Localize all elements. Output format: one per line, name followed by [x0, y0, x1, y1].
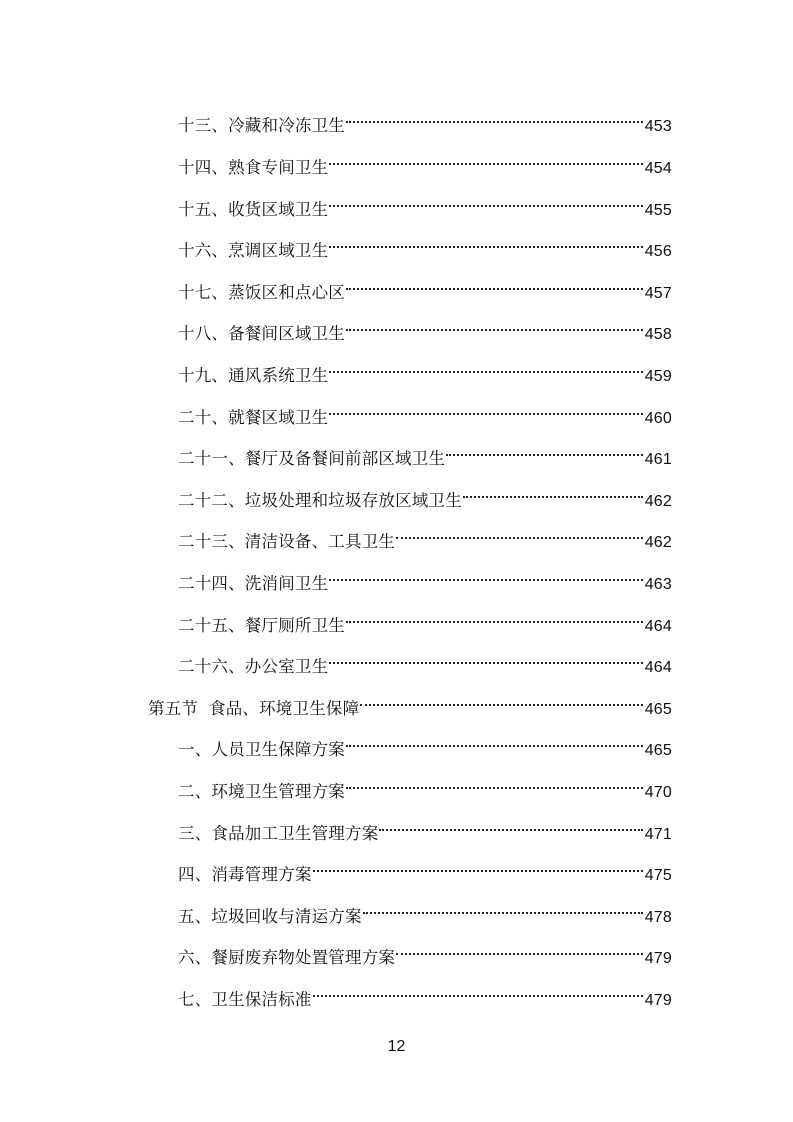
toc-entry-title: 三、食品加工卫生管理方案: [178, 824, 379, 843]
toc-entry[interactable]: [178, 226, 672, 260]
toc-entry-title: 二十三、清洁设备、工具卫生: [178, 532, 396, 551]
toc-leader-dots: [346, 767, 643, 797]
toc-entry[interactable]: [178, 143, 672, 177]
toc-leader-dots: [329, 351, 642, 381]
toc-entry-title: 二十、就餐区域卫生: [178, 408, 329, 427]
toc-entry-page: 475: [644, 867, 672, 884]
toc-entry[interactable]: [178, 309, 672, 343]
toc-entry[interactable]: [178, 101, 672, 135]
toc-leader-dots: [360, 684, 642, 714]
toc-entry-page: 465: [644, 701, 672, 718]
toc-entry-page: 453: [644, 118, 672, 135]
toc-entry[interactable]: [178, 559, 672, 593]
toc-entry-title: 四、消毒管理方案: [178, 865, 312, 884]
toc-entry-title: 第五节 食品、环境卫生保障: [148, 699, 360, 718]
toc-entry[interactable]: [178, 434, 672, 468]
toc-entry-title: 二十二、垃圾处理和垃圾存放区域卫生: [178, 491, 462, 510]
toc-entry-title: 二、环境卫生管理方案: [178, 782, 345, 801]
toc-entry-page: 460: [644, 410, 672, 427]
toc-leader-dots: [329, 642, 642, 672]
toc-entry-page: 479: [644, 950, 672, 967]
toc-leader-dots: [363, 892, 643, 922]
toc-entry-page: 459: [644, 368, 672, 385]
toc-leader-dots: [346, 309, 643, 339]
toc-entry-page: 471: [644, 826, 672, 843]
toc-entry-title: 十三、冷藏和冷冻卫生: [178, 116, 345, 135]
toc-entry-page: 465: [644, 742, 672, 759]
toc-leader-dots: [329, 559, 642, 589]
toc-leader-dots: [379, 809, 642, 839]
toc-entry-page: 463: [644, 576, 672, 593]
toc-leader-dots: [346, 268, 643, 298]
toc-leader-dots: [463, 476, 643, 506]
toc-entry[interactable]: [178, 767, 672, 801]
toc-entry-title: 十四、熟食专间卫生: [178, 158, 329, 177]
toc-entry-page: 478: [644, 909, 672, 926]
toc-entry-page: 454: [644, 160, 672, 177]
toc-entry-title: 二十五、餐厅厕所卫生: [178, 616, 345, 635]
toc-entry[interactable]: [178, 351, 672, 385]
toc-entry-title: 十六、烹调区域卫生: [178, 241, 329, 260]
toc-entry-title: 十七、蒸饭区和点心区: [178, 283, 345, 302]
toc-entry[interactable]: [178, 185, 672, 219]
toc-entry-page: 479: [644, 992, 672, 1009]
toc-leader-dots: [396, 517, 643, 547]
toc-leader-dots: [329, 393, 642, 423]
toc-entry[interactable]: [178, 809, 672, 843]
toc-entry-page: 464: [644, 618, 672, 635]
toc-entry-page: 470: [644, 784, 672, 801]
toc-entry[interactable]: [178, 933, 672, 967]
toc-entry[interactable]: [178, 517, 672, 551]
toc-leader-dots: [313, 975, 643, 1005]
toc-entry[interactable]: [178, 642, 672, 676]
toc-entry[interactable]: [178, 725, 672, 759]
toc-leader-dots: [396, 933, 643, 963]
toc-entry[interactable]: [178, 601, 672, 635]
toc-entry-title: 十九、通风系统卫生: [178, 366, 329, 385]
toc-entry-page: 455: [644, 202, 672, 219]
toc-leader-dots: [329, 143, 642, 173]
toc-entry-title: 六、餐厨废弃物处置管理方案: [178, 948, 396, 967]
toc-leader-dots: [329, 226, 642, 256]
toc-entry[interactable]: [178, 892, 672, 926]
toc-entry-title: 十五、收货区域卫生: [178, 200, 329, 219]
toc-entry-page: 462: [644, 493, 672, 510]
toc-entry[interactable]: [178, 268, 672, 302]
toc-leader-dots: [346, 601, 643, 631]
toc-entry-title: 二十六、办公室卫生: [178, 657, 329, 676]
toc-section-entry[interactable]: [148, 684, 672, 718]
toc-entry-page: 461: [644, 451, 672, 468]
toc-entry[interactable]: [178, 476, 672, 510]
toc-leader-dots: [346, 101, 643, 131]
toc-entry-page: 458: [644, 326, 672, 343]
toc-entry-page: 464: [644, 659, 672, 676]
toc-leader-dots: [329, 185, 642, 215]
toc-entry-title: 七、卫生保洁标准: [178, 990, 312, 1009]
toc-entry-title: 十八、备餐间区域卫生: [178, 324, 345, 343]
page-number: 12: [387, 1038, 406, 1055]
toc-entry-title: 一、人员卫生保障方案: [178, 740, 345, 759]
toc-entry-page: 457: [644, 285, 672, 302]
toc-leader-dots: [446, 434, 643, 464]
toc-entry-title: 二十四、洗消间卫生: [178, 574, 329, 593]
toc-entry[interactable]: [178, 393, 672, 427]
toc-leader-dots: [313, 850, 643, 880]
toc-entry-page: 456: [644, 243, 672, 260]
toc-entry-page: 462: [644, 534, 672, 551]
toc-leader-dots: [346, 725, 643, 755]
toc-entry-title: 二十一、餐厅及备餐间前部区域卫生: [178, 449, 446, 468]
toc-entry[interactable]: [178, 850, 672, 884]
toc-entry[interactable]: [178, 975, 672, 1009]
toc-entry-title: 五、垃圾回收与清运方案: [178, 907, 362, 926]
